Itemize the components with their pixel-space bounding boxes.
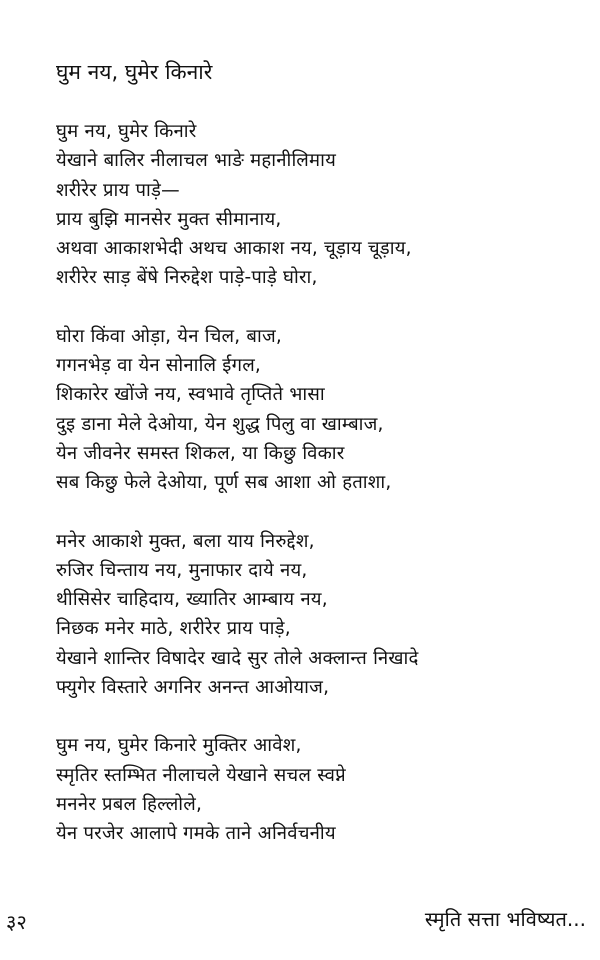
poem-line: गगनभेड़ वा येन सोनालि ईगल, [56,355,262,377]
poem-line: थीसिसेर चाहिदाय, ख्यातिर आम्बाय नय, [56,589,328,611]
poem-line: येन जीवनेर समस्त शिकल, या किछु विकार [56,442,345,464]
poem-line: घोरा किंवा ओड़ा, येन चिल, बाज, [56,325,282,347]
running-footer-book-title: स्मृति सत्ता भविष्यत... [424,907,586,931]
poem-line: अथवा आकाशभेदी अथच आकाश नय, चूड़ाय चूड़ाय, [56,238,412,260]
poem-line: शरीरेर प्राय पाड़े— [56,179,180,201]
poem-line: प्राय बुझि मानसेर मुक्त सीमानाय, [56,208,282,230]
poem-line: रुजिर चिन्ताय नय, मुनाफार दाये नय, [56,559,308,581]
poem-line: मनेर आकाशे मुक्त, बला याय निरुद्देश, [56,530,315,552]
poem-line: दुइ डाना मेले देओया, येन शुद्ध पिलु वा खाम्बाज, [56,413,384,435]
poem-line: शिकारेर खोंजे नय, स्वभावे तृप्तिते भासा [56,384,325,406]
stanza-2 [56,322,586,498]
stanza-3 [56,527,586,703]
poem-line: येन परजेर आलापे गमके ताने अनिर्वचनीय [56,823,336,845]
poem-line: फ्युगेर विस्तारे अगनिर अनन्त आओयाज, [56,677,330,699]
poem-line: स्मृतिर स्तम्भित नीलाचले येखाने सचल स्वप्ने [56,764,346,786]
stanza-1 [56,117,586,293]
poem-line: मननेर प्रबल हिल्लोले, [56,793,203,815]
poem-line: घुम नय, घुमेर किनारे [56,121,197,142]
poem-line: शरीरेर साड़ बेंषे निरुद्देश पाड़े-पाड़े घोरा, [56,267,318,289]
poem-line: सब किछु फेले देओया, पूर्ण सब आशा ओ हताशा, [56,472,392,494]
poem-line: घुम नय, घुमेर किनारे मुक्तिर आवेश, [56,735,302,757]
poem-body [56,117,586,849]
stanza-4 [56,731,586,848]
page-number: ३२ [6,910,27,934]
poem-title: घुम नय, घुमेर किनारे [56,60,213,84]
poem-line: येखाने बालिर नीलाचल भाङे महानीलिमाय [56,150,337,172]
poem-line: निछक मनेर माठे, शरीरेर प्राय पाड़े, [56,618,291,640]
poem-line: येखाने शान्तिर विषादेर खादे सुर तोले अक्लान्त निखादे [56,647,419,669]
